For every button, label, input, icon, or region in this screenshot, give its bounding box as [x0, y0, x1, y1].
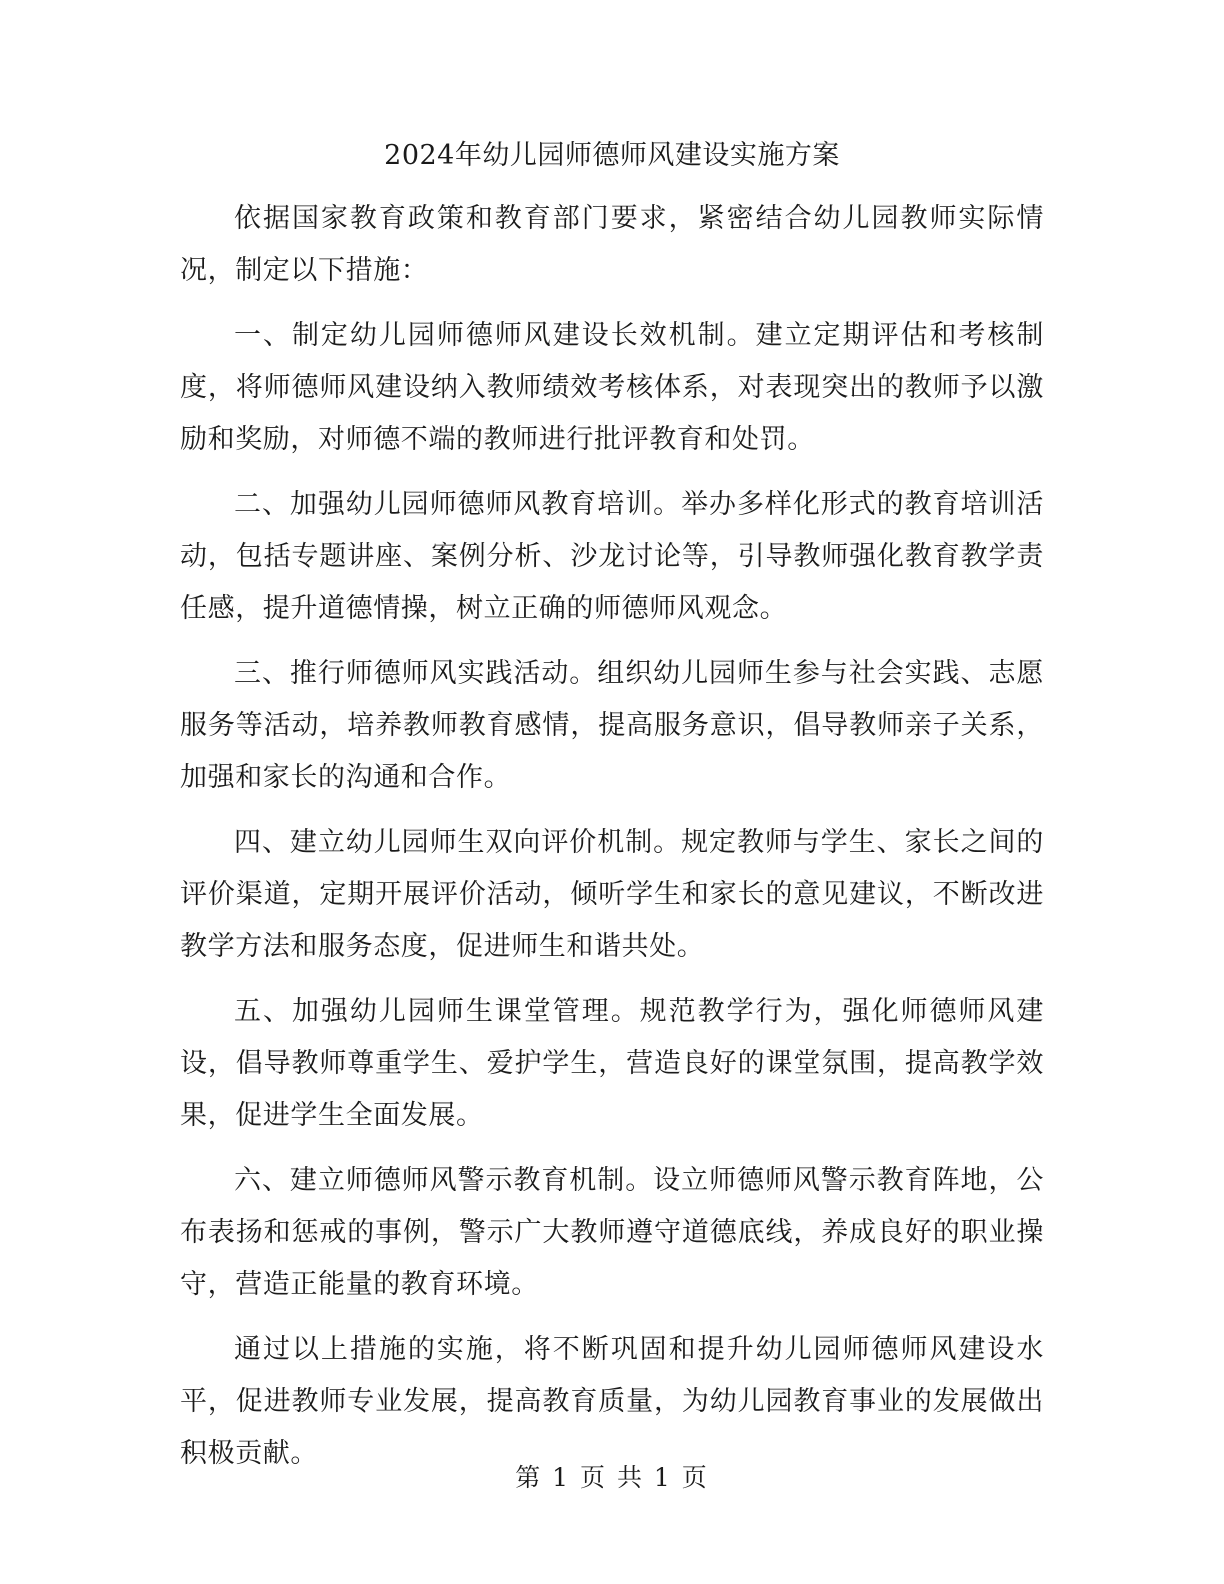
- paragraph-measure-2: 二、加强幼儿园师德师风教育培训。举办多样化形式的教育培训活动，包括专题讲座、案例分析、沙龙讨论等，引导教师强化教育教学责任感，提升道德情操，树立正确的师德师风观念。: [180, 489, 1044, 624]
- paragraph-measure-5: 五、加强幼儿园师生课堂管理。规范教学行为，强化师德师风建设，倡导教师尊重学生、爱护学生，营造良好的课堂氛围，提高教学效果，促进学生全面发展。: [180, 996, 1044, 1131]
- paragraph-measure-3: 三、推行师德师风实践活动。组织幼儿园师生参与社会实践、志愿服务等活动，培养教师教育感情，提高服务意识，倡导教师亲子关系，加强和家长的沟通和合作。: [180, 658, 1044, 793]
- paragraph-intro: 依据国家教育政策和教育部门要求，紧密结合幼儿园教师实际情况，制定以下措施：: [180, 203, 1044, 286]
- paragraph-measure-6: 六、建立师德师风警示教育机制。设立师德师风警示教育阵地，公布表扬和惩戒的事例，警示广大教师遵守道德底线，养成良好的职业操守，营造正能量的教育环境。: [180, 1165, 1044, 1300]
- document-title: 2024年幼儿园师德师风建设实施方案: [384, 140, 840, 171]
- paragraph-measure-4: 四、建立幼儿园师生双向评价机制。规定教师与学生、家长之间的评价渠道，定期开展评价活动，倾听学生和家长的意见建议，不断改进教学方法和服务态度，促进师生和谐共处。: [180, 827, 1044, 962]
- paragraph-measure-1: 一、制定幼儿园师德师风建设长效机制。建立定期评估和考核制度，将师德师风建设纳入教师绩效考核体系，对表现突出的教师予以激励和奖励，对师德不端的教师进行批评教育和处罚。: [180, 320, 1044, 455]
- paragraph-conclusion: 通过以上措施的实施，将不断巩固和提升幼儿园师德师风建设水平，促进教师专业发展，提高教育质量，为幼儿园教育事业的发展做出积极贡献。: [180, 1334, 1044, 1469]
- document-body: [180, 193, 1044, 1493]
- page-number-footer: 第 1 页 共 1 页: [515, 1463, 709, 1492]
